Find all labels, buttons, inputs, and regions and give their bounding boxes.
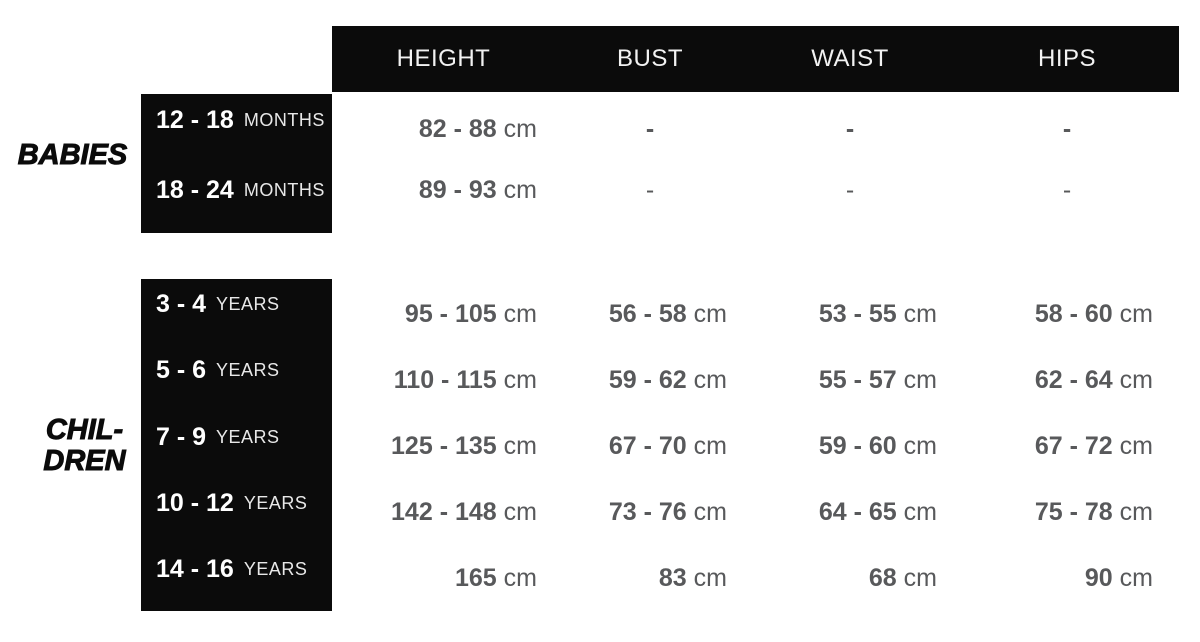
waist-cell: 53 - 55 cm: [818, 299, 937, 328]
measurements-row-children-5-6: [332, 360, 1179, 400]
height-cell: 142 - 148 cm: [391, 497, 537, 526]
bust-cell: -: [645, 114, 655, 143]
age-range: 3 - 4: [156, 289, 207, 318]
age-unit: YEARS: [243, 492, 308, 513]
age-row-12-18-months: [141, 86, 332, 156]
height-cell: 110 - 115 cm: [393, 365, 537, 394]
age-unit: YEARS: [216, 426, 280, 447]
waist-cell: 68 cm: [868, 563, 937, 592]
hips-cell: -: [1062, 114, 1072, 143]
height-cell: 165 cm: [454, 563, 537, 592]
age-row-18-24-months: [141, 156, 332, 226]
measurements-row-children-3-4: [332, 294, 1179, 334]
hips-cell: 75 - 78 cm: [1034, 497, 1153, 526]
age-range: 10 - 12: [156, 488, 234, 517]
age-row-14-16-years: [141, 537, 332, 603]
bust-cell: 73 - 76 cm: [608, 497, 727, 526]
age-range: 14 - 16: [156, 555, 234, 584]
bust-cell: 59 - 62 cm: [608, 365, 727, 394]
bust-cell: 56 - 58 cm: [608, 299, 727, 328]
waist-cell: -: [845, 114, 855, 143]
waist-cell: 55 - 57 cm: [818, 365, 937, 394]
hips-cell: 62 - 64 cm: [1034, 365, 1153, 394]
hips-cell: 90 cm: [1084, 563, 1153, 592]
group-label-babies: [0, 140, 145, 171]
age-row-10-12-years: [141, 470, 332, 536]
age-range: 18 - 24: [156, 175, 234, 204]
group-label-line: DREN: [43, 445, 126, 477]
height-cell: 82 - 88 cm: [418, 114, 537, 143]
height-cell: 95 - 105 cm: [404, 299, 537, 328]
age-unit: MONTHS: [243, 110, 325, 131]
age-range: 7 - 9: [156, 422, 207, 451]
bust-cell: 83 cm: [658, 563, 727, 592]
waist-cell: 64 - 65 cm: [818, 497, 937, 526]
table-header: [332, 26, 1179, 92]
age-range: 5 - 6: [156, 356, 207, 385]
babies-age-box: [141, 94, 332, 233]
height-cell: 125 - 135 cm: [391, 431, 537, 460]
age-row-7-9-years: [141, 404, 332, 470]
waist-cell: -: [845, 175, 855, 204]
children-age-box: [141, 279, 332, 611]
age-unit: YEARS: [243, 559, 308, 580]
waist-cell: 59 - 60 cm: [818, 431, 937, 460]
measurements-row-children-7-9: [332, 426, 1179, 466]
column-header-hips: HIPS: [1037, 45, 1096, 72]
hips-cell: -: [1062, 175, 1072, 204]
bust-cell: -: [645, 175, 655, 204]
hips-cell: 58 - 60 cm: [1034, 299, 1153, 328]
column-header-height: HEIGHT: [396, 45, 491, 72]
group-label-line: BABIES: [17, 139, 128, 171]
age-unit: YEARS: [216, 360, 280, 381]
age-row-5-6-years: [141, 337, 332, 403]
measurements-row-children-14-16: [332, 558, 1179, 598]
height-cell: 89 - 93 cm: [418, 175, 537, 204]
age-unit: YEARS: [216, 293, 280, 314]
age-unit: MONTHS: [243, 179, 325, 200]
column-header-bust: BUST: [616, 45, 683, 72]
measurements-row-babies-12-18: [332, 109, 1179, 149]
group-label-line: CHIL-: [45, 414, 124, 446]
group-label-children: [14, 415, 155, 477]
hips-cell: 67 - 72 cm: [1034, 431, 1153, 460]
age-range: 12 - 18: [156, 106, 234, 135]
measurements-row-children-10-12: [332, 492, 1179, 532]
measurements-row-babies-18-24: [332, 170, 1179, 210]
age-row-3-4-years: [141, 271, 332, 337]
bust-cell: 67 - 70 cm: [608, 431, 727, 460]
column-header-waist: WAIST: [811, 45, 889, 72]
